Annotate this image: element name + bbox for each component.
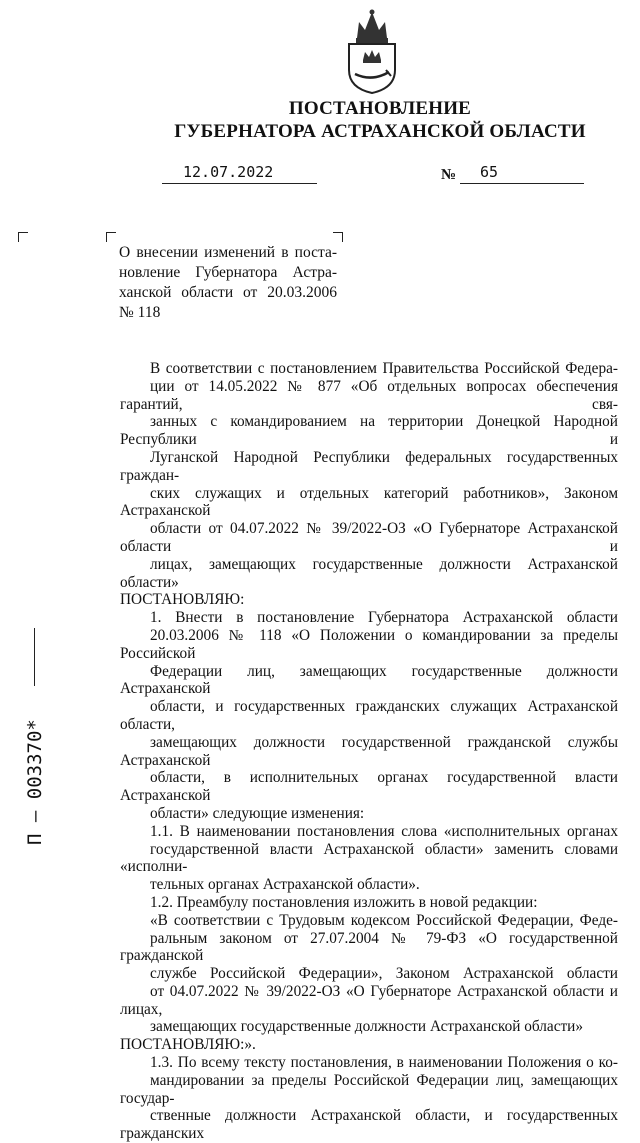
text-line: ских служащих и отдельных категорий работников», Законом Астраханской	[120, 484, 618, 520]
date-underline	[162, 183, 317, 184]
text-line: 1. Внести в постановление Губернатора Астраханской области	[150, 609, 618, 627]
preamble-paragraph	[120, 360, 618, 591]
text-line: ции от 14.05.2022 № 877 «Об отдельных вопросах обеспечения гарантий, свя-	[120, 377, 618, 413]
decree-word	[120, 591, 618, 609]
serial-number: П – 003370*	[24, 719, 46, 845]
text-line: 20.03.2006 № 118 «О Положении о командировании за пределы Российской	[120, 626, 618, 662]
text-line: лицах, замещающих государственные должности Астраханской области»	[120, 555, 618, 591]
margin-rule	[34, 628, 35, 686]
clause-1-2	[120, 894, 618, 912]
document-date: 12.07.2022	[183, 163, 274, 181]
text-line: «В соответствии с Трудовым кодексом Российской Федерации, Феде-	[150, 911, 618, 929]
text-line: ПОСТАНОВЛЯЮ:	[120, 591, 245, 609]
text-line: В соответствии с постановлением Правительства Российской Федера-	[150, 360, 618, 377]
clause-1	[120, 609, 618, 823]
document-body	[120, 360, 618, 1143]
text-line: Федерации лиц, замещающих государственные должности Астраханской	[120, 662, 618, 698]
text-line: 1.1. В наименовании постановления слова «исполнительных органах	[150, 822, 618, 840]
text-line: 1.3. По всему тексту постановления, в наименовании Положения о ко-	[150, 1054, 618, 1072]
text-line: области» следующие изменения:	[150, 804, 365, 822]
new-preamble-quote	[120, 912, 618, 1037]
subject-line: О внесении изменений в поста-	[119, 244, 337, 261]
text-line: занных с командированием на территории Донецкой Народной Республики и	[120, 413, 618, 449]
document-number: 65	[480, 163, 499, 181]
text-line: тельных органах Астраханской области».	[150, 876, 420, 894]
subject-line: ханской области от 20.03.2006	[119, 284, 337, 301]
text-line: 1.2. Преамбулу постановления изложить в новой редакции:	[150, 893, 538, 911]
subject-line: № 118	[119, 304, 161, 321]
text-line: от 04.07.2022 № 39/2022-ОЗ «О Губернаторе Астраханской области и лицах,	[120, 982, 618, 1018]
number-underline	[460, 183, 584, 184]
document-title: ПОСТАНОВЛЕНИЕ	[288, 98, 472, 119]
text-line: замещающих должности государственной гражданской службы Астраханской	[120, 733, 618, 769]
text-line: области от 04.07.2022 № 39/2022-ОЗ «О Губернаторе Астраханской области и	[120, 520, 618, 555]
text-line: ральным законом от 27.07.2004 № 79-ФЗ «О государственной гражданской	[120, 929, 618, 965]
text-line: замещающих государственные должности Астраханской области»	[150, 1018, 584, 1036]
subject-corner-left	[106, 232, 116, 242]
text-line: области, в исполнительных органах государственной власти Астраханской	[120, 769, 618, 805]
margin-corner-mark	[18, 232, 28, 242]
coat-of-arms-icon	[341, 8, 403, 94]
subject-line: новление Губернатора Астра-	[119, 264, 337, 281]
subject-corner-right	[333, 232, 343, 242]
number-sign: №	[441, 167, 457, 183]
text-line: Луганской Народной Республики федеральных государственных граждан-	[120, 448, 618, 484]
text-line: службе Российской Федерации», Законом Астраханской области	[150, 965, 618, 983]
clause-1-3	[120, 1054, 618, 1143]
text-line: ственные должности Астраханской области, и государственных гражданских	[120, 1107, 618, 1143]
clause-1-1	[120, 823, 618, 894]
text-line: мандировании за пределы Российской Федерации лиц, замещающих государ-	[120, 1071, 618, 1107]
text-line: государственной власти Астраханской области» заменить словами «исполни-	[120, 840, 618, 876]
text-line: области, и государственных гражданских служащих Астраханской области,	[120, 698, 618, 733]
issuer-title: ГУБЕРНАТОРА АСТРАХАНСКОЙ ОБЛАСТИ	[174, 121, 586, 142]
decree-word-quoted	[120, 1036, 618, 1054]
document-subject	[119, 243, 337, 323]
text-line: ПОСТАНОВЛЯЮ:».	[120, 1036, 256, 1054]
